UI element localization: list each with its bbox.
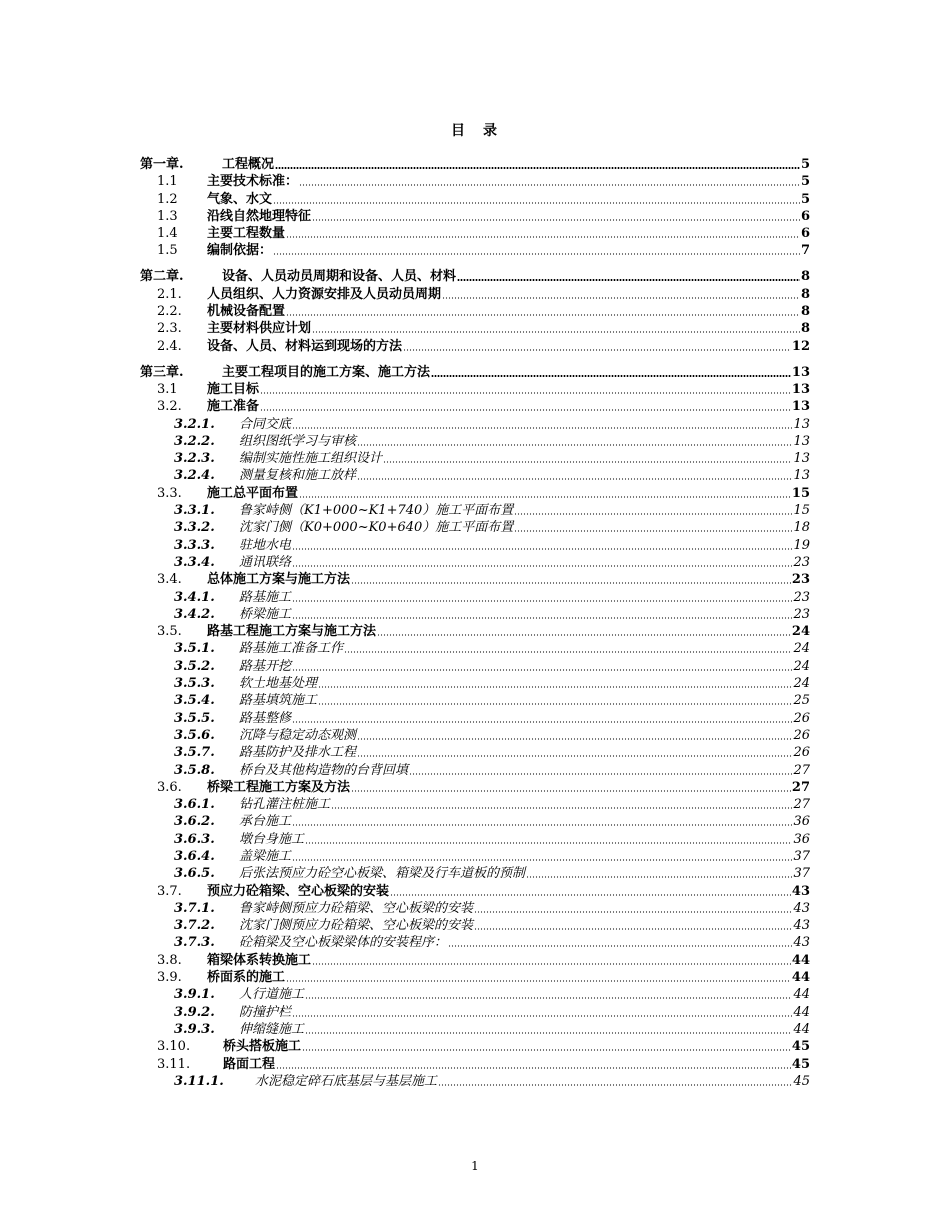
toc-entry-page: 8 [800,286,810,302]
toc-entry[interactable] [140,779,810,796]
dot-leader [292,1014,792,1018]
toc-entry-page: 44 [793,1004,810,1020]
toc-entry-page: 7 [800,243,810,259]
toc-entry[interactable] [140,155,810,173]
toc-entry[interactable] [140,242,810,259]
toc-entry[interactable] [140,285,810,302]
dot-leader [312,330,800,334]
toc-entry-title: 总体施工方案与施工方法 [207,572,351,588]
toc-entry-title: 桥头搭板施工 [223,1039,302,1055]
toc-entry-title: 人员组织、人力资源安排及人员动员周期 [207,286,442,302]
toc-entry-number: 3.2.3. [174,451,215,467]
toc-entry-number: 3.7. [157,883,182,899]
dot-leader [273,201,800,205]
toc-entry-title: 沈家门侧（K0+000~K0+640）施工平面布置 [239,520,514,536]
toc-entry[interactable] [140,675,810,692]
toc-entry-title: 桥梁施工 [239,606,292,622]
toc-entry-page: 44 [793,1021,810,1037]
toc-entry-number: 3.11. [157,1056,191,1072]
dot-leader [403,348,791,352]
toc-entry[interactable] [140,865,810,882]
toc-entry[interactable] [140,709,810,726]
dot-leader [286,979,791,983]
toc-entry-title: 沉降与稳定动态观测 [239,727,357,743]
toc-entry-title: 路基施工准备工作 [239,641,344,657]
toc-entry-page: 23 [793,554,810,570]
dot-leader [305,1031,792,1035]
toc-entry-number: 3.1 [157,381,178,397]
toc-entry-page: 26 [793,710,810,726]
toc-entry-title: 水泥稳定碎石底基层与基层施工 [255,1073,438,1089]
toc-entry[interactable] [140,337,810,354]
toc-entry-page: 23 [793,606,810,622]
toc-entry-page: 44 [791,970,810,986]
toc-entry-number: 3.3.4. [174,554,215,570]
toc-entry-title: 施工目标 [207,381,260,397]
toc-entry-page: 36 [793,814,810,830]
toc-entry-page: 8 [800,304,810,320]
toc-title: 目 录 [451,123,499,139]
toc-entry-number: 3.7.2. [174,918,215,934]
toc-entry-page: 45 [793,1073,810,1089]
toc-entry-page: 8 [800,269,810,285]
dot-leader [344,650,792,654]
toc-entry-title: 路基防护及排水工程 [239,745,357,761]
toc-entry-number: 3.2.1. [174,416,215,432]
toc-entry-page: 24 [793,676,810,692]
toc-entry-title: 路基工程施工方案与施工方法 [207,624,377,640]
toc-entry-page: 43 [793,918,810,934]
toc-entry-title: 沿线自然地理特征 [207,208,312,224]
toc-entry-page: 23 [791,572,810,588]
toc-entry-page: 6 [800,208,810,224]
toc-entry-number: 3.5.8. [174,762,215,778]
toc-entry-page: 5 [800,191,810,207]
toc-entry-title: 防撞护栏 [239,1004,292,1020]
toc-entry-number: 3.5.7. [174,745,215,761]
toc-entry-title: 盖梁施工 [239,848,292,864]
toc-entry[interactable] [140,502,810,519]
dot-leader [305,841,792,845]
dot-leader [448,944,792,948]
toc-entry-number: 3.10. [157,1039,191,1055]
toc-entry-page: 5 [800,174,810,190]
table-of-contents [140,155,810,1090]
toc-entry-number: 3.3.3. [174,537,215,553]
toc-entry[interactable] [140,1021,810,1038]
toc-entry-title: 路基开挖 [239,658,292,674]
toc-entry[interactable] [140,1055,810,1072]
toc-entry-title: 路面工程 [223,1056,276,1072]
toc-entry-number: 2.1. [157,286,182,302]
toc-entry[interactable] [140,882,810,899]
toc-entry-page: 45 [791,1039,810,1055]
toc-entry[interactable] [140,830,810,847]
dot-leader [474,927,792,931]
toc-entry-page: 27 [791,779,810,795]
toc-entry[interactable] [140,303,810,320]
toc-entry[interactable] [140,519,810,536]
dot-leader [302,1048,791,1052]
page-number: 1 [471,1159,479,1173]
toc-entry-page: 27 [793,797,810,813]
toc-entry[interactable] [140,267,810,285]
toc-entry-page: 45 [791,1056,810,1072]
toc-entry-page: 43 [791,883,810,899]
toc-entry-title: 桥台及其他构造物的台背回填 [239,762,409,778]
dot-leader [299,183,800,187]
toc-entry[interactable] [140,640,810,657]
toc-entry-page: 37 [793,848,810,864]
toc-entry-page: 15 [793,503,810,519]
toc-entry-title: 钻孔灌注桩施工 [239,797,331,813]
toc-entry-title: 桥面系的施工 [207,970,286,986]
dot-leader [305,996,792,1000]
dot-leader [260,408,791,412]
toc-entry[interactable] [140,398,810,415]
toc-entry-number: 2.2. [157,304,182,320]
toc-entry[interactable] [140,467,810,484]
toc-entry-title: 工程概况 [222,157,275,172]
toc-entry-title: 伸缩缝施工 [239,1021,305,1037]
dot-leader [318,685,792,689]
toc-entry-number: 3.2. [157,399,182,415]
toc-entry-number: 3.6.1. [174,797,215,813]
toc-entry-number: 3.4.2. [174,606,215,622]
toc-entry-page: 13 [791,381,810,397]
dot-leader [351,581,791,585]
toc-entry[interactable] [140,813,810,830]
toc-entry-page: 44 [791,952,810,968]
toc-entry[interactable] [140,796,810,813]
toc-entry-title: 砼箱梁及空心板梁梁体的安装程序： [239,935,448,951]
toc-entry-title: 沈家门侧预应力砼箱梁、空心板梁的安装 [239,918,474,934]
toc-entry-number: 3.7.1. [174,900,215,916]
dot-leader [275,166,800,170]
dot-leader [312,218,800,222]
toc-entry-title: 机械设备配置 [207,304,286,320]
toc-entry-number: 1.4 [157,226,178,242]
dot-leader [357,754,792,758]
toc-entry-page: 25 [793,693,810,709]
toc-entry-page: 13 [793,416,810,432]
toc-entry-page: 5 [800,157,810,172]
dot-leader [383,460,792,464]
toc-entry-number: 3.8. [157,952,182,968]
toc-entry[interactable] [140,190,810,207]
toc-entry-page: 43 [793,935,810,951]
toc-entry[interactable] [140,1003,810,1020]
toc-entry[interactable] [140,1038,810,1055]
toc-entry-page: 13 [793,433,810,449]
toc-entry-title: 设备、人员动员周期和设备、人员、材料 [222,269,457,285]
toc-entry-number: 3.11.1. [174,1073,224,1089]
toc-entry[interactable] [140,848,810,865]
dot-leader [409,772,792,776]
toc-entry-title: 路基施工 [239,589,292,605]
dot-leader [292,564,792,568]
toc-entry-number: 3.3.1. [174,503,215,519]
toc-entry-number: 3.9. [157,970,182,986]
toc-entry[interactable] [140,692,810,709]
toc-entry-title: 施工总平面布置 [207,485,299,501]
dot-leader [292,426,792,430]
toc-entry-page: 26 [793,727,810,743]
toc-entry-title: 箱梁体系转换施工 [207,952,312,968]
toc-entry-title: 墩台身施工 [239,831,305,847]
toc-entry-number: 3.2.4. [174,468,215,484]
dot-leader [292,858,792,862]
toc-entry[interactable] [140,571,810,588]
toc-entry-page: 19 [793,537,810,553]
toc-entry[interactable] [140,986,810,1003]
toc-entry-page: 24 [793,658,810,674]
toc-entry-title: 组织图纸学习与审核 [239,433,357,449]
toc-entry-number: 3.7.3. [174,935,215,951]
toc-entry[interactable] [140,657,810,674]
toc-entry[interactable] [140,588,810,605]
dot-leader [331,806,792,810]
toc-entry-page: 37 [793,866,810,882]
dot-leader [292,720,792,724]
dot-leader [292,547,792,551]
toc-entry[interactable] [140,433,810,450]
toc-entry-title: 设备、人员、材料运到现场的方法 [207,338,403,354]
toc-entry-number: 3.5.4. [174,693,215,709]
toc-entry-title: 气象、水文 [207,191,273,207]
toc-entry-number: 3.6.4. [174,848,215,864]
toc-entry-title: 鲁家峙侧预应力砼箱梁、空心板梁的安装 [239,900,474,916]
toc-entry[interactable] [140,320,810,337]
dot-leader [357,737,792,741]
dot-leader [292,599,792,603]
toc-entry-title: 鲁家峙侧（K1+000~K1+740）施工平面布置 [239,503,514,519]
toc-entry-title: 路基填筑施工 [239,693,318,709]
dot-leader [514,512,792,516]
toc-entry-number: 2.4. [157,338,182,354]
toc-entry-title: 后张法预应力砼空心板梁、箱梁及行车道板的预制 [239,866,526,882]
dot-leader [457,278,800,282]
toc-entry[interactable] [140,606,810,623]
toc-entry-number: 3.5. [157,624,182,640]
toc-entry-number: 3.3.2. [174,520,215,536]
toc-entry[interactable] [140,900,810,917]
toc-entry-title: 人行道施工 [239,987,305,1003]
toc-entry-number: 第一章. [140,157,184,172]
toc-entry-number: 3.6. [157,779,182,795]
toc-entry-number: 3.5.6. [174,727,215,743]
toc-entry[interactable] [140,484,810,501]
toc-entry[interactable] [140,761,810,778]
toc-entry[interactable] [140,934,810,951]
toc-entry[interactable] [140,173,810,190]
dot-leader [390,893,791,897]
toc-entry-page: 13 [791,364,810,380]
toc-entry-page: 6 [800,226,810,242]
toc-entry-title: 通讯联络 [239,554,292,570]
toc-entry-number: 1.3 [157,208,178,224]
dot-leader [292,823,792,827]
toc-entry-title: 合同交底 [239,416,292,432]
toc-entry-number: 1.1 [157,174,178,190]
toc-entry[interactable] [140,225,810,242]
dot-leader [377,633,791,637]
dot-leader [357,477,792,481]
toc-entry-number: 2.3. [157,321,182,337]
toc-entry-number: 3.3. [157,485,182,501]
toc-entry[interactable] [140,1073,810,1090]
toc-entry-page: 13 [793,451,810,467]
dot-leader [514,529,792,533]
toc-entry-page: 15 [791,485,810,501]
toc-entry-title: 测量复核和施工放样 [239,468,357,484]
toc-entry-number: 3.6.2. [174,814,215,830]
toc-entry-number: 1.2 [157,191,178,207]
toc-entry-title: 路基整修 [239,710,292,726]
dot-leader [292,616,792,620]
toc-entry[interactable] [140,381,810,398]
dot-leader [431,374,791,378]
toc-entry-number: 3.5.3. [174,676,215,692]
dot-leader [357,443,792,447]
dot-leader [286,235,800,239]
toc-entry-number: 第二章. [140,269,184,285]
toc-entry-page: 36 [793,831,810,847]
toc-entry-page: 13 [793,468,810,484]
toc-entry-title: 主要工程数量 [207,226,286,242]
dot-leader [260,391,791,395]
dot-leader [312,962,791,966]
toc-entry-page: 24 [791,624,810,640]
dot-leader [351,789,791,793]
toc-entry[interactable] [140,208,810,225]
toc-entry-number: 3.5.1. [174,641,215,657]
toc-entry[interactable] [140,623,810,640]
toc-entry-title: 主要材料供应计划 [207,321,312,337]
toc-entry[interactable] [140,450,810,467]
dot-leader [474,910,792,914]
dot-leader [318,702,792,706]
toc-entry-page: 13 [791,399,810,415]
toc-entry-page: 26 [793,745,810,761]
toc-entry-page: 43 [793,900,810,916]
toc-entry[interactable] [140,536,810,553]
toc-entry-number: 3.2.2. [174,433,215,449]
toc-entry-number: 3.6.5. [174,866,215,882]
dot-leader [273,252,800,256]
toc-entry-title: 主要技术标准： [207,174,299,190]
toc-entry-number: 3.5.5. [174,710,215,726]
toc-entry-page: 44 [793,987,810,1003]
toc-entry-page: 12 [791,338,810,354]
toc-entry[interactable] [140,554,810,571]
toc-entry-page: 23 [793,589,810,605]
toc-entry-number: 3.5.2. [174,658,215,674]
dot-leader [442,296,800,300]
toc-entry-page: 18 [793,520,810,536]
toc-entry-number: 3.4.1. [174,589,215,605]
toc-entry[interactable] [140,415,810,432]
toc-entry-title: 编制依据： [207,243,273,259]
toc-entry-title: 主要工程项目的施工方案、施工方法 [222,364,431,380]
toc-entry-title: 施工准备 [207,399,260,415]
dot-leader [299,495,791,499]
toc-entry[interactable] [140,951,810,968]
toc-entry[interactable] [140,969,810,986]
toc-entry-number: 3.9.1. [174,987,215,1003]
toc-entry-number: 3.9.3. [174,1021,215,1037]
dot-leader [526,875,792,879]
dot-leader [438,1083,792,1087]
toc-entry-number: 第三章. [140,364,184,380]
toc-entry-title: 驻地水电 [239,537,292,553]
toc-entry[interactable] [140,917,810,934]
dot-leader [286,313,800,317]
toc-entry[interactable] [140,727,810,744]
dot-leader [292,668,792,672]
toc-entry-page: 8 [800,321,810,337]
toc-entry-number: 1.5 [157,243,178,259]
toc-entry-title: 预应力砼箱梁、空心板梁的安装 [207,883,390,899]
toc-entry-title: 承台施工 [239,814,292,830]
toc-entry[interactable] [140,363,810,381]
toc-entry-number: 3.4. [157,572,182,588]
toc-entry[interactable] [140,744,810,761]
toc-entry-number: 3.9.2. [174,1004,215,1020]
toc-entry-page: 24 [793,641,810,657]
toc-entry-title: 桥梁工程施工方案及方法 [207,779,351,795]
dot-leader [276,1066,791,1070]
toc-entry-title: 编制实施性施工组织设计 [239,451,383,467]
toc-entry-number: 3.6.3. [174,831,215,847]
toc-entry-title: 软土地基处理 [239,676,318,692]
toc-entry-page: 27 [793,762,810,778]
